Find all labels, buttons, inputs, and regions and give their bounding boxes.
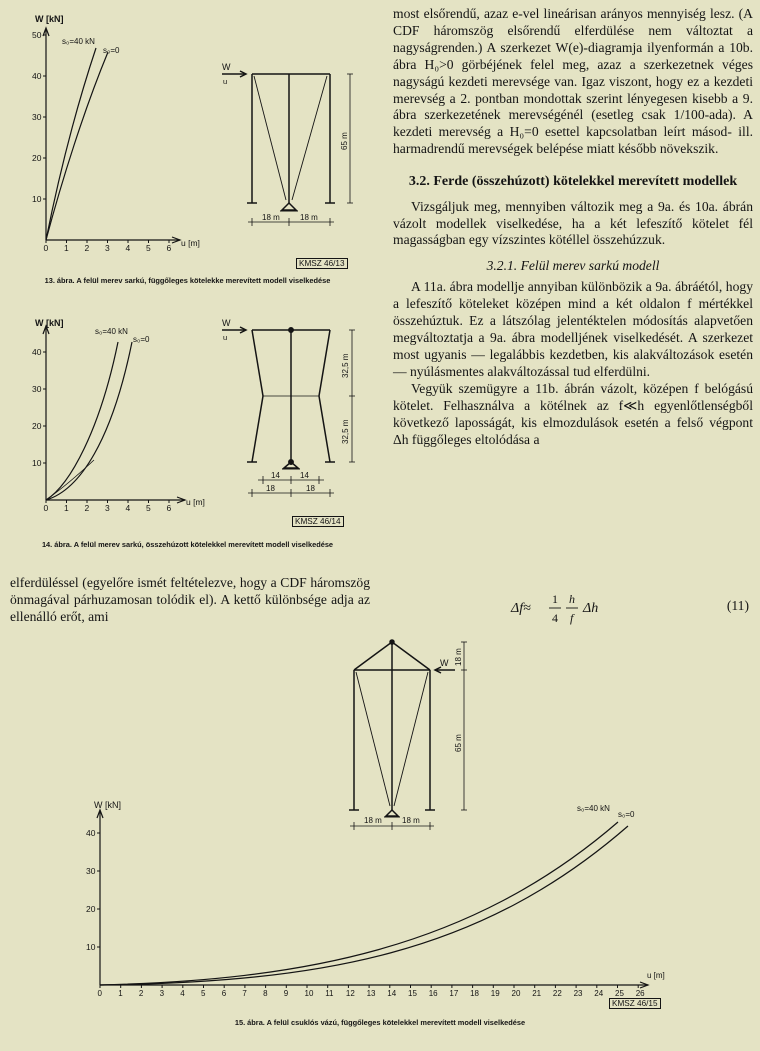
- left-paragraph: elferdüléssel (egyelőre ismét feltételezve, hogy a CDF háromszög önmagával párhuzamosan tolódik el). A kettő különbsége adja az ellenálló erőt, ami: [10, 575, 370, 624]
- fig15-xtick-label: 10: [304, 989, 314, 998]
- fig14-curve-s0: [46, 342, 132, 500]
- fig13-ytick-label: 20: [32, 153, 42, 163]
- fig13-curve1-label: s₀=40 kN: [62, 37, 95, 46]
- fig15-xtick-label: 23: [573, 989, 583, 998]
- figure-15: [0, 630, 760, 1051]
- fig14-xtick-label: 6: [166, 503, 172, 513]
- figure-14: [0, 300, 390, 575]
- fig14-ytick-label: 10: [32, 458, 42, 468]
- fig15-chart: [97, 810, 648, 988]
- fig15-xtick-label: 20: [511, 989, 521, 998]
- fig13-ytick-label: 40: [32, 71, 42, 81]
- fig14-dim-a2: 14: [300, 471, 309, 480]
- fig13-xtick-label: 0: [43, 243, 49, 253]
- equation-11: [393, 590, 753, 630]
- fig13-chart: [43, 28, 180, 243]
- fig15-xtick-label: 0: [97, 989, 102, 998]
- fig15-curve2-label: s₀=0: [618, 810, 635, 819]
- fig14-ytick-label: 20: [32, 421, 42, 431]
- fig15-xtick-label: 12: [345, 989, 355, 998]
- fig14-curve1-label: s₀=40 kN: [95, 327, 128, 336]
- fig14-chart: [43, 326, 185, 503]
- fig15-xtick-label: 22: [552, 989, 562, 998]
- fig15-xtick-label: 26: [635, 989, 645, 998]
- fig15-dim-top: 18 m: [454, 648, 463, 666]
- eq-lhs: Δf≈: [511, 601, 531, 616]
- fig14-frame: [222, 327, 355, 497]
- subsection-heading-3-2-1: 3.2.1. Felül merev sarkú modell: [486, 258, 660, 274]
- fig13-stamp: KMSZ 46/13: [296, 258, 348, 269]
- fig13-caption: 13. ábra. A felül merev sarkú, függőleges kötelekke merevített modell viselkedése: [44, 276, 331, 285]
- fig13-ytick-label: 10: [32, 194, 42, 204]
- fig15-xtick-label: 7: [242, 989, 247, 998]
- fig14-xtick-label: 5: [146, 503, 151, 513]
- fig14-xtick-label: 4: [125, 503, 131, 513]
- fig15-curve1-label: s₀=40 kN: [577, 804, 610, 813]
- eq-num1: 1: [552, 592, 558, 606]
- fig15-xtick-label: 5: [201, 989, 206, 998]
- right-paragraph-4: Vegyük szemügyre a 11b. ábrán vázolt, középen f belógású kötelet. Felhasználva a kötélnek az f≪h egyenlőtlenségből következő laposságát, kis elmozdulások esetén a felső végpont Δh függőleges eltolódása a: [393, 380, 753, 447]
- fig14-dim-h2: 32,5 m: [341, 419, 350, 444]
- right-paragraph-1: most elsőrendű, azaz e-vel lineárisan arányos mennyiség lesz. (A CDF háromszög elsőrendű elferdülése nem változtat a nagyságrenden.) A szerkezet W(e)-diagramja ilyenformán a 10b. ábra H₀>0 görbéjének felel meg, azaz a szerkezetnek véges nagyságú kezdeti merevsége van. Igaz viszont, hogy ez a kezdeti merevség a 2. pontban mondottak szerint lényegesen kisebb a 9. ábra szerkezetének merevségénél (esetleg csak 1/100-ada). A kezdeti merevség a H₀=0 esettel kapcsolatban leírt másod- ill. harmadrendű merevségek belépése miatt később növekszik.: [393, 6, 753, 157]
- fig13-load-sub: u: [223, 77, 228, 86]
- fig14-ylabel: W [kN]: [35, 318, 64, 328]
- fig15-xtick-label: 11: [325, 989, 334, 998]
- fig13-ylabel: W [kN]: [35, 14, 64, 24]
- fig15-xtick-label: 25: [615, 989, 624, 998]
- eq-rhs: Δh: [583, 601, 599, 616]
- fig13-curve2-label: s₀=0: [103, 46, 120, 55]
- fig15-xtick-label: 16: [428, 989, 438, 998]
- fig15-xtick-label: 2: [138, 989, 144, 998]
- eq-den1: 4: [552, 611, 558, 625]
- fig13-xtick-label: 4: [125, 243, 131, 253]
- fig14-dim-b1: 18: [266, 484, 275, 493]
- fig15-dim-w2: 18 m: [402, 816, 420, 825]
- fig15-xtick-label: 19: [490, 989, 500, 998]
- fig13-xlabel: u [m]: [181, 238, 200, 248]
- equation-number: (11): [726, 598, 749, 613]
- fig15-xtick-label: 17: [449, 989, 459, 998]
- fig14-caption: 14. ábra. A felül merev sarkú, összehúzott kötelekkel merevített modell viselkedése: [41, 540, 334, 549]
- fig13-dim-w2: 18 m: [300, 213, 318, 222]
- fig15-dim-height: 65 m: [454, 734, 463, 752]
- fig15-xtick-label: 3: [159, 989, 165, 998]
- fig14-stamp: KMSZ 46/14: [292, 516, 344, 527]
- fig13-xtick-label: 2: [84, 243, 90, 253]
- fig15-curve-s0: [100, 826, 628, 985]
- fig15-load-label: W: [440, 658, 449, 668]
- fig13-xtick-label: 3: [105, 243, 110, 253]
- fig15-xtick-label: 14: [387, 989, 397, 998]
- fig15-dim-w1: 18 m: [364, 816, 382, 825]
- fig15-xtick-label: 15: [408, 989, 417, 998]
- fig15-xtick-label: 1: [118, 989, 123, 998]
- fig14-load-sub: u: [223, 333, 228, 342]
- eq-den2: f: [570, 611, 574, 625]
- fig15-caption: 15. ábra. A felül csuklós vázú, függőleges kötelekkel merevített modell viselkedése: [234, 1018, 526, 1027]
- section-heading-3-2: 3.2. Ferde (összehúzott) kötelekkel merevített modellek: [408, 174, 738, 190]
- fig15-xtick-label: 18: [470, 989, 480, 998]
- fig14-xtick-label: 0: [43, 503, 49, 513]
- fig13-xtick-label: 6: [166, 243, 172, 253]
- fig15-frame: [349, 640, 467, 830]
- fig15-ytick-label: 30: [86, 866, 96, 876]
- fig15-ytick-label: 40: [86, 828, 96, 838]
- fig15-ytick-label: 20: [86, 904, 96, 914]
- fig13-xtick-label: 5: [146, 243, 151, 253]
- fig13-load-label: W: [222, 62, 231, 72]
- fig15-ytick-label: 10: [86, 942, 96, 952]
- fig14-dim-a1: 14: [271, 471, 280, 480]
- fig13-curve-s0: [46, 52, 108, 240]
- fig14-dim-b2: 18: [306, 484, 315, 493]
- equation-body: [393, 590, 753, 630]
- fig13-ytick-label: 30: [32, 112, 42, 122]
- fig15-xtick-label: 6: [221, 989, 227, 998]
- fig14-load-label: W: [222, 318, 231, 328]
- fig15-xtick-label: 9: [283, 989, 289, 998]
- fig14-xtick-label: 2: [84, 503, 90, 513]
- fig15-ylabel: W [kN]: [94, 800, 121, 810]
- fig15-stamp: KMSZ 46/15: [609, 998, 661, 1009]
- fig14-xtick-label: 1: [64, 503, 69, 513]
- fig14-curve-s40: [46, 342, 118, 500]
- eq-num2: h: [569, 592, 575, 606]
- fig13-dim-height: 65 m: [340, 132, 349, 150]
- right-paragraph-3: A 11a. ábra modellje annyiban különbözik a 9a. ábráétól, hogy a lefeszítő köteleket középen mind a két oldalon f mértékkel összehúztuk. Ez a látszólag jelentéktelen módosítás alapvetően megváltoztatja a 9a. ábra modelljének viselkedését. A szerkezet most ugyanis — legalábbis kezdetben, kis alakváltozások esetén — nyúlásmentes alakváltozással tud elferdülni.: [393, 279, 753, 379]
- fig14-ytick-label: 40: [32, 347, 42, 357]
- fig14-xlabel: u [m]: [186, 497, 205, 507]
- fig14-ytick-label: 30: [32, 384, 42, 394]
- fig13-xtick-label: 1: [64, 243, 69, 253]
- fig14-dim-h1: 32,5 m: [341, 353, 350, 378]
- fig15-xtick-label: 21: [532, 989, 542, 998]
- fig13-dim-w1: 18 m: [262, 213, 280, 222]
- fig14-curve2-label: s₀=0: [133, 335, 150, 344]
- figure-13: [0, 0, 390, 300]
- fig15-xtick-label: 24: [594, 989, 604, 998]
- fig15-xtick-label: 4: [180, 989, 185, 998]
- fig15-xtick-label: 13: [366, 989, 376, 998]
- fig13-ytick-label: 50: [32, 30, 42, 40]
- fig14-xtick-label: 3: [105, 503, 110, 513]
- right-paragraph-2: Vizsgáljuk meg, mennyiben változik meg a 9a. és 10a. ábrán vázolt modellek viselkedése, ha a két lefeszítő kötelet fél magasságban egy vízszintes kötéllel összehúzzuk.: [393, 198, 753, 248]
- fig15-xlabel: u [m]: [647, 971, 665, 980]
- fig13-frame: [222, 71, 353, 226]
- fig15-xtick-label: 8: [263, 989, 268, 998]
